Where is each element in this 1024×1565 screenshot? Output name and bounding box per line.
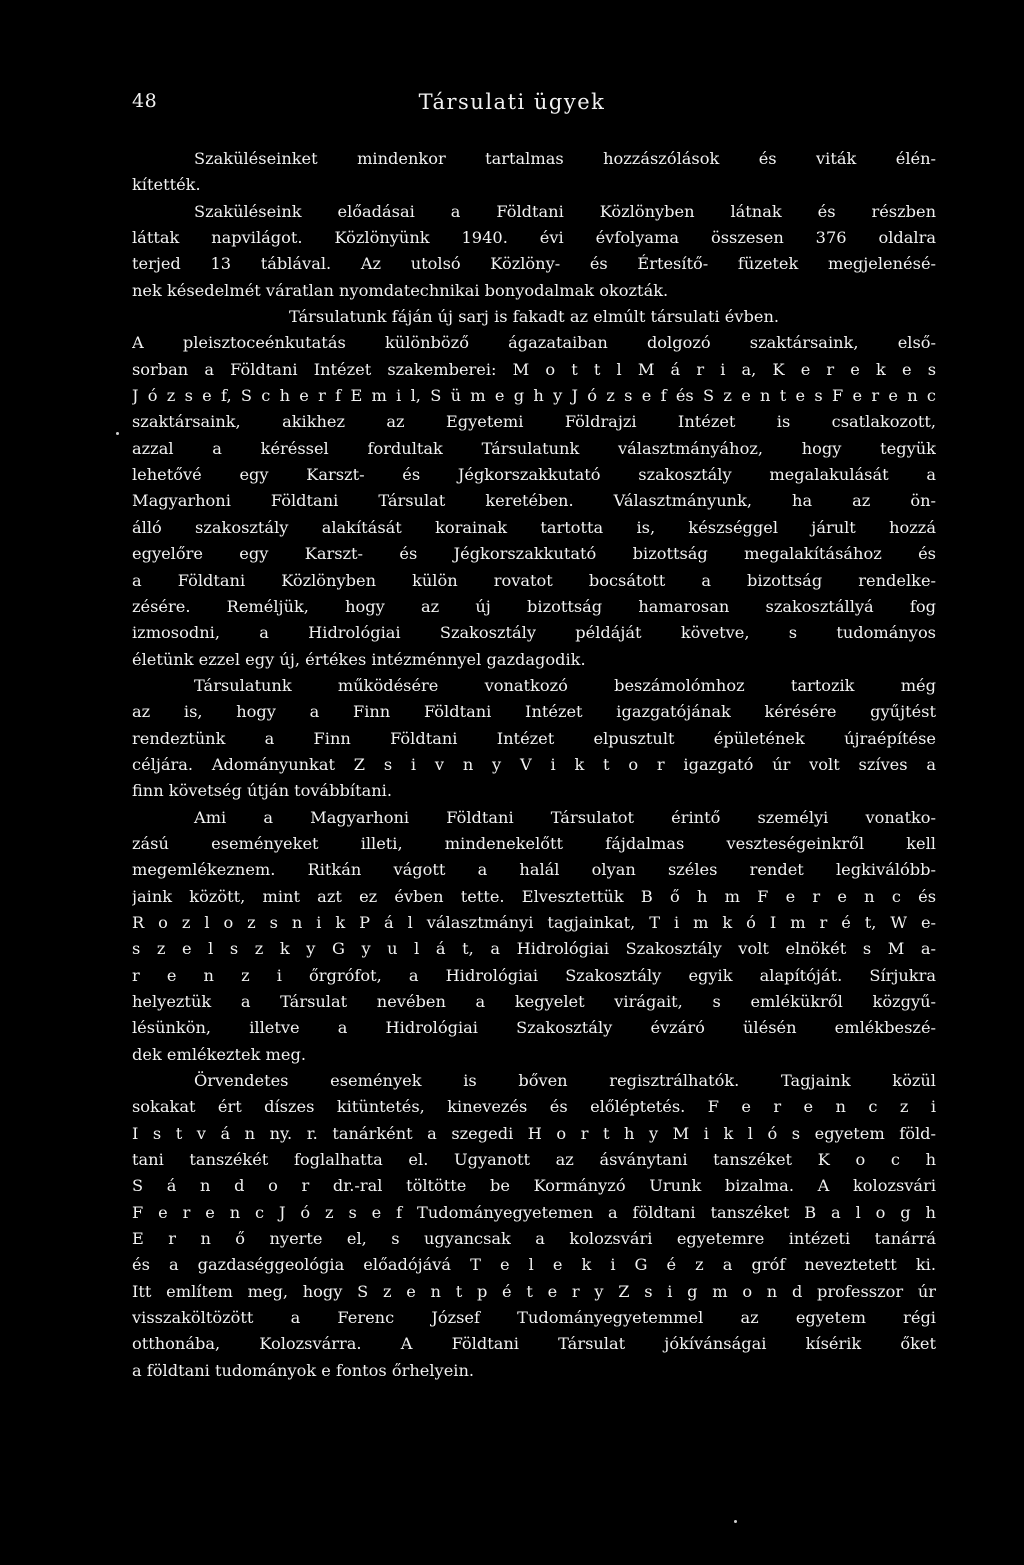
text-line: s z e l s z k y G y u l á t, a Hidrológiai Szakosztály volt elnökét s M a- [132,939,936,959]
text-line: otthonába, Kolozsvárra. A Földtani Társulat jókívánságai kísérik őket [132,1334,936,1354]
text-line: Szaküléseink előadásai a Földtani Közlönyben látnak és részben [194,201,936,221]
text-line: álló szakosztály alakítását korainak tartotta is, készséggel járult hozzá [132,517,936,537]
text-line: jaink között, mint azt ez évben tette. Elvesztettük B ő h m F e r e n c és [132,886,936,906]
text-line: nek késedelmét váratlan nyomdatechnikai bonyodalmak okozták. [132,280,669,300]
body-text [132,146,936,1384]
text-line: r e n z i őrgrófot, a Hidrológiai Szakosztály egyik alapítóját. Sírjukra [132,965,936,985]
text-line: sorban a Földtani Intézet szakemberei: M o t t l M á r i a, K e r e k e s [132,359,936,379]
text-line: Itt említem meg, hogy S z e n t p é t e r y Z s i g m o n d professzor úr [132,1281,936,1301]
text-line: sokakat ért díszes kitüntetés, kinevezés és előléptetés. F e r e n c z i [132,1097,936,1117]
print-speck [734,1520,737,1523]
page-number: 48 [132,90,158,112]
running-title: Társulati ügyek [418,90,606,114]
text-line: kítették. [132,175,201,195]
text-line: finn követség útján továbbítani. [132,781,392,801]
text-line: céljára. Adományunkat Z s i v n y V i k t o r igazgató úr volt szíves a [132,754,936,774]
text-line: F e r e n c J ó z s e f Tudományegyetemen a földtani tanszéket B a l o g h [132,1202,936,1222]
text-line: helyeztük a Társulat nevében a kegyelet virágait, s emlékükről közgyű- [132,992,936,1011]
text-line: visszaköltözött a Ferenc József Tudományegyetemmel az egyetem régi [132,1308,936,1328]
text-line: Magyarhoni Földtani Társulat keretében. Választmányunk, ha az ön- [132,491,936,511]
text-line: Társulatunk fáján új sarj is fakadt az elmúlt társulati évben. [288,307,780,327]
text-line: Ami a Magyarhoni Földtani Társulatot érintő személyi vonatko- [194,807,936,827]
text-line: a földtani tudományok e fontos őrhelyein. [132,1360,475,1380]
text-line: E r n ő nyerte el, s ugyancsak a kolozsvári egyetemre intézeti tanárrá [132,1229,936,1249]
text-line: azzal a kéréssel fordultak Társulatunk választmányához, hogy tegyük [132,438,936,458]
text-line: rendeztünk a Finn Földtani Intézet elpusztult épületének újraépítése [132,728,936,748]
text-line: a Földtani Közlönyben külön rovatot bocsátott a bizottság rendelke- [132,570,936,590]
text-line: dek emlékeztek meg. [132,1044,306,1064]
text-line: J ó z s e f, S c h e r f E m i l, S ü m e g h y J ó z s e f és S z e n t e s F e r e n c [132,386,936,406]
text-line: S á n d o r dr.-ral töltötte be Kormányzó Urunk bizalma. A kolozsvári [132,1176,936,1196]
text-line: megemlékeznem. Ritkán vágott a halál olyan széles rendet legkiválóbb- [132,860,936,880]
text-line: Szaküléseinket mindenkor tartalmas hozzászólások és viták élén- [194,149,936,168]
text-line: I s t v á n ny. r. tanárként a szegedi H o r t h y M i k l ó s egyetem föld- [132,1123,936,1143]
text-line: szaktársaink, akikhez az Egyetemi Földrajzi Intézet is csatlakozott, [132,412,936,432]
text-line: lésünkön, illetve a Hidrológiai Szakosztály évzáró ülésén emlékbeszé- [132,1018,936,1038]
text-line: zésére. Reméljük, hogy az új bizottság hamarosan szakosztállyá fog [132,596,936,616]
text-line: lehetővé egy Karszt- és Jégkorszakkutató szakosztály megalakulását a [132,465,936,485]
text-line: és a gazdaséggeológia előadójává T e l e k i G é z a gróf neveztetett ki. [132,1255,936,1275]
text-line: terjed 13 táblával. Az utolsó Közlöny- és Értesítő- füzetek megjelenésé- [132,254,936,274]
text-line: A pleisztoceénkutatás különböző ágazataiban dolgozó szaktársaink, első- [132,333,936,353]
text-line: zású eseményeket illeti, mindenekelőtt fájdalmas veszteségeinkről kell [132,833,936,853]
page-header [132,90,892,120]
text-line: izmosodni, a Hidrológiai Szakosztály példáját követve, s tudományos [132,623,936,643]
text-line: tani tanszékét foglalhatta el. Ugyanott az ásványtani tanszéket K o c h [132,1150,936,1170]
print-speck [116,432,119,435]
text-line: R o z l o z s n i k P á l választmányi tagjainkat, T i m k ó I m r é t, W e- [132,912,936,932]
text-line: Társulatunk működésére vonatkozó beszámolómhoz tartozik még [194,675,936,695]
text-line: egyelőre egy Karszt- és Jégkorszakkutató bizottság megalakításához és [132,544,936,564]
text-line: az is, hogy a Finn Földtani Intézet igazgatójának kérésére gyűjtést [132,702,936,722]
text-line: Örvendetes események is bőven regisztrálhatók. Tagjaink közül [194,1071,936,1091]
text-line: láttak napvilágot. Közlönyünk 1940. évi évfolyama összesen 376 oldalra [132,228,936,248]
text-line: életünk ezzel egy új, értékes intézménnyel gazdagodik. [132,649,586,669]
